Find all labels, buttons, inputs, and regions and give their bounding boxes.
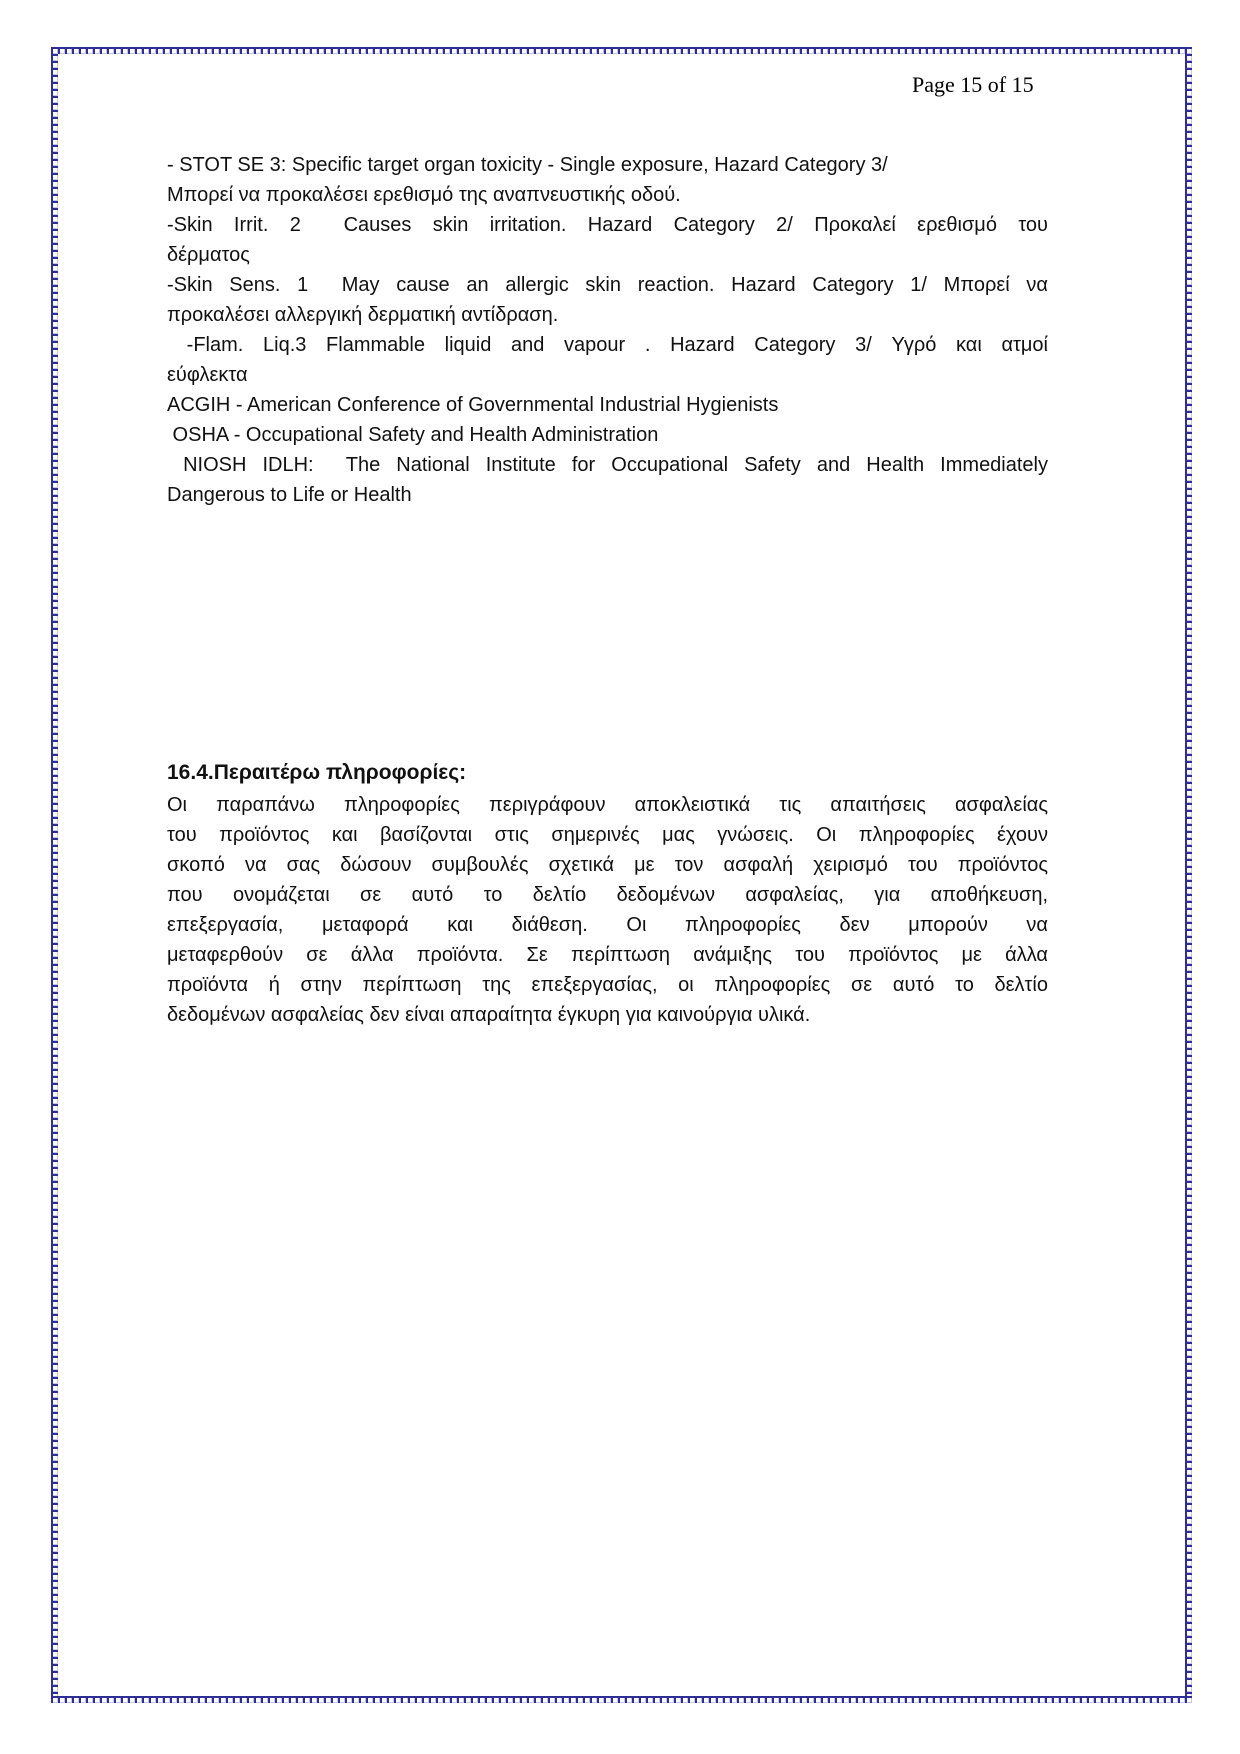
further-information-paragraph xyxy=(167,790,1048,1030)
page-border-left xyxy=(51,54,58,1696)
text-line: Dangerous to Life or Health xyxy=(167,484,412,506)
text-line: Μπορεί να προκαλέσει ερεθισμό της αναπνευστικής οδού. xyxy=(167,184,681,206)
text-line: -Skin Sens. 1 May cause an allergic skin reaction. Hazard Category 1/ Μπορεί να xyxy=(167,274,1048,296)
text-line: OSHA - Occupational Safety and Health Administration xyxy=(167,424,659,446)
page-border-top xyxy=(51,47,1192,54)
text-line: προϊόντα ή στην περίπτωση της επεξεργασίας, οι πληροφορίες σε αυτό το δελτίο xyxy=(167,974,1048,996)
text-line: Οι παραπάνω πληροφορίες περιγράφουν αποκλειστικά τις απαιτήσεις ασφαλείας xyxy=(167,794,1048,816)
text-line: του προϊόντος και βασίζονται στις σημερινές μας γνώσεις. Οι πληροφορίες έχουν xyxy=(167,824,1048,846)
text-line: NIOSH IDLH: The National Institute for Occupational Safety and Health Immediately xyxy=(167,454,1048,476)
text-line: επεξεργασία, μεταφορά και διάθεση. Οι πληροφορίες δεν μπορούν να xyxy=(167,914,1048,936)
text-line: δέρματος xyxy=(167,244,250,266)
page-border-right xyxy=(1185,54,1192,1696)
text-line: -Skin Irrit. 2 Causes skin irritation. Hazard Category 2/ Προκαλεί ερεθισμό του xyxy=(167,214,1048,236)
page-border-bottom xyxy=(51,1696,1192,1703)
text-line: εύφλεκτα xyxy=(167,364,248,386)
text-line: σκοπό να σας δώσουν συμβουλές σχετικά με τον ασφαλή χειρισμό του προϊόντος xyxy=(167,854,1048,876)
text-line: που ονομάζεται σε αυτό το δελτίο δεδομένων ασφαλείας, για αποθήκευση, xyxy=(167,884,1048,906)
hazard-abbreviations-block xyxy=(167,150,1048,510)
page-number: Page 15 of 15 xyxy=(912,72,1034,97)
text-line: -Flam. Liq.3 Flammable liquid and vapour . Hazard Category 3/ Υγρό και ατμοί xyxy=(167,334,1048,356)
text-line: δεδομένων ασφαλείας δεν είναι απαραίτητα έγκυρη για καινούργια υλικά. xyxy=(167,1004,811,1026)
text-line: μεταφερθούν σε άλλα προϊόντα. Σε περίπτωση ανάμιξης του προϊόντος με άλλα xyxy=(167,944,1048,966)
section-heading-further-information: 16.4.Περαιτέρω πληροφορίες: xyxy=(167,761,467,784)
text-line: - STOT SE 3: Specific target organ toxicity - Single exposure, Hazard Category 3/ xyxy=(167,154,888,176)
text-line: προκαλέσει αλλεργική δερματική αντίδραση. xyxy=(167,304,559,326)
text-line: ACGIH - American Conference of Governmental Industrial Hygienists xyxy=(167,394,779,416)
